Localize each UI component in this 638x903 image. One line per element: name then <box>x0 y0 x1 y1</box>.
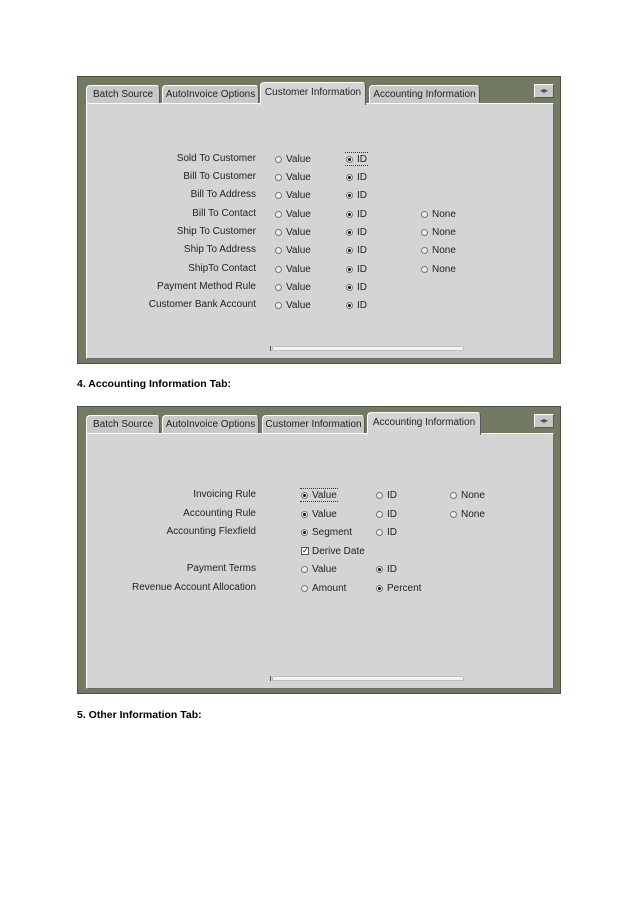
radio-none[interactable]: None <box>421 243 456 257</box>
radio-none[interactable]: None <box>421 207 456 221</box>
row-label: Accounting Rule <box>183 508 256 519</box>
radio-button-selected-icon <box>346 156 353 163</box>
row-label: Accounting Flexfield <box>166 526 256 537</box>
radio-segment[interactable]: Segment <box>301 525 352 539</box>
radio-button-icon <box>450 511 457 518</box>
radio-button-selected-icon <box>301 529 308 536</box>
radio-button-selected-icon <box>346 302 353 309</box>
row-label: ShipTo Contact <box>188 263 256 274</box>
radio-button-icon <box>275 156 282 163</box>
row-label: Payment Terms <box>186 563 256 574</box>
form-row-shipto-contact <box>87 261 553 277</box>
radio-button-icon <box>301 566 308 573</box>
form-row-bill-to-address <box>87 187 553 203</box>
tab-bar <box>86 412 554 434</box>
tab-autoinvoice-options[interactable]: AutoInvoice Options <box>162 85 259 104</box>
screenshot-customer-information <box>77 76 561 364</box>
radio-id[interactable]: ID <box>376 488 397 502</box>
scrollbar-marker <box>270 676 271 681</box>
form-row-bill-to-customer <box>87 169 553 185</box>
form-row-bill-to-contact <box>87 206 553 222</box>
radio-button-icon <box>275 229 282 236</box>
radio-button-selected-icon <box>301 492 308 499</box>
radio-value[interactable]: Value <box>275 243 311 257</box>
screenshot-accounting-information <box>77 406 561 694</box>
radio-value[interactable]: Value <box>275 262 311 276</box>
tab-autoinvoice-options[interactable]: AutoInvoice Options <box>162 415 259 434</box>
radio-button-icon <box>450 492 457 499</box>
form-row-accounting-rule <box>87 506 553 522</box>
row-label: Payment Method Rule <box>157 281 256 292</box>
radio-id[interactable]: ID <box>345 152 368 166</box>
radio-button-icon <box>275 192 282 199</box>
radio-button-selected-icon <box>346 174 353 181</box>
radio-value[interactable]: Value <box>275 207 311 221</box>
radio-id[interactable]: ID <box>346 170 367 184</box>
radio-id[interactable]: ID <box>346 188 367 202</box>
row-label: Revenue Account Allocation <box>132 582 256 593</box>
radio-button-icon <box>421 211 428 218</box>
form-row-payment-terms <box>87 561 553 577</box>
row-label: Bill To Customer <box>183 171 256 182</box>
form-row-payment-method-rule <box>87 279 553 295</box>
form-row-ship-to-address <box>87 242 553 258</box>
checkbox-checked-icon: ✓ <box>302 546 309 555</box>
form-row-customer-bank-account <box>87 297 553 313</box>
row-label: Ship To Address <box>183 244 256 255</box>
tab-batch-source[interactable]: Batch Source <box>86 85 160 104</box>
radio-amount[interactable]: Amount <box>301 581 346 595</box>
tab-bar <box>86 82 554 104</box>
radio-button-icon <box>275 211 282 218</box>
radio-percent[interactable]: Percent <box>376 581 421 595</box>
form-row-sold-to-customer <box>87 151 553 167</box>
radio-button-icon <box>376 492 383 499</box>
section-heading-other-tab: 5. Other Information Tab: <box>77 709 202 721</box>
form-row-revenue-account-allocation <box>87 580 553 596</box>
form-row-ship-to-customer <box>87 224 553 240</box>
horizontal-scrollbar[interactable] <box>272 676 464 681</box>
radio-value[interactable]: Value <box>275 280 311 294</box>
row-label: Sold To Customer <box>176 153 256 164</box>
radio-id[interactable]: ID <box>346 262 367 276</box>
radio-button-selected-icon <box>346 229 353 236</box>
radio-button-icon <box>421 266 428 273</box>
radio-value[interactable]: Value <box>275 188 311 202</box>
radio-value[interactable]: Value <box>301 507 337 521</box>
radio-value[interactable]: Value <box>300 488 338 502</box>
tab-scroll-arrows-icon[interactable]: ◂▸ <box>534 84 554 98</box>
accounting-information-panel <box>86 433 554 689</box>
radio-value[interactable]: Value <box>275 152 311 166</box>
radio-button-selected-icon <box>376 566 383 573</box>
radio-button-icon <box>275 302 282 309</box>
radio-id[interactable]: ID <box>376 525 397 539</box>
row-label: Ship To Customer <box>176 226 256 237</box>
derive-date-checkbox[interactable]: ✓ Derive Date <box>302 545 365 557</box>
form-row-derive-date <box>87 543 553 559</box>
radio-id[interactable]: ID <box>376 562 397 576</box>
radio-button-icon <box>275 247 282 254</box>
form-row-accounting-flexfield <box>87 524 553 540</box>
tab-batch-source[interactable]: Batch Source <box>86 415 160 434</box>
radio-button-icon <box>421 247 428 254</box>
radio-button-icon <box>275 174 282 181</box>
radio-id[interactable]: ID <box>346 207 367 221</box>
row-label: Invoicing Rule <box>193 489 256 500</box>
radio-button-selected-icon <box>346 266 353 273</box>
row-label: Bill To Address <box>190 189 256 200</box>
radio-id[interactable]: ID <box>346 225 367 239</box>
section-heading-accounting-tab: 4. Accounting Information Tab: <box>77 378 231 390</box>
radio-id[interactable]: ID <box>376 507 397 521</box>
radio-id[interactable]: ID <box>346 243 367 257</box>
radio-value[interactable]: Value <box>275 298 311 312</box>
tab-scroll-arrows-icon[interactable]: ◂▸ <box>534 414 554 428</box>
scrollbar-marker <box>270 346 271 351</box>
radio-button-selected-icon <box>346 284 353 291</box>
tab-customer-information[interactable]: Customer Information <box>262 415 365 434</box>
radio-none[interactable]: None <box>421 262 456 276</box>
radio-button-icon <box>376 511 383 518</box>
radio-button-icon <box>275 284 282 291</box>
radio-button-icon <box>421 229 428 236</box>
form-row-invoicing-rule <box>87 487 553 503</box>
customer-information-panel <box>86 103 554 359</box>
radio-none[interactable]: None <box>421 225 456 239</box>
radio-button-selected-icon <box>301 511 308 518</box>
radio-id[interactable]: ID <box>346 298 367 312</box>
horizontal-scrollbar[interactable] <box>272 346 464 351</box>
radio-none[interactable]: None <box>450 507 485 521</box>
radio-button-selected-icon <box>346 211 353 218</box>
radio-value[interactable]: Value <box>275 170 311 184</box>
radio-value[interactable]: Value <box>275 225 311 239</box>
radio-button-icon <box>275 266 282 273</box>
radio-id[interactable]: ID <box>346 280 367 294</box>
tab-customer-information[interactable]: Customer Information <box>260 82 366 105</box>
row-label: Customer Bank Account <box>148 299 256 310</box>
row-label: Bill To Contact <box>192 208 256 219</box>
radio-none[interactable]: None <box>450 488 485 502</box>
tab-accounting-information[interactable]: Accounting Information <box>367 412 481 435</box>
radio-button-selected-icon <box>376 585 383 592</box>
tab-accounting-information[interactable]: Accounting Information <box>369 85 480 104</box>
radio-button-selected-icon <box>346 247 353 254</box>
radio-value[interactable]: Value <box>301 562 337 576</box>
radio-button-selected-icon <box>346 192 353 199</box>
radio-button-icon <box>376 529 383 536</box>
radio-button-icon <box>301 585 308 592</box>
